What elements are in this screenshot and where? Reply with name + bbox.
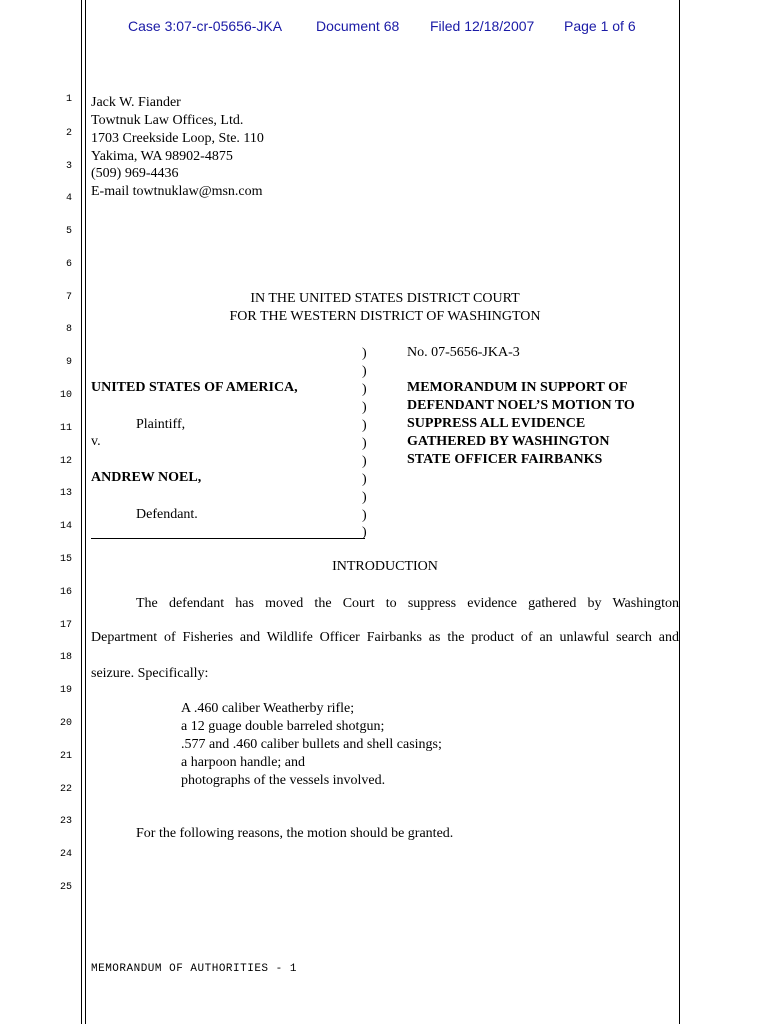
line-number: 12 xyxy=(59,456,72,467)
line-number: 4 xyxy=(65,193,72,204)
line-number: 16 xyxy=(59,587,72,598)
line-number: 22 xyxy=(59,784,72,795)
paragraph-line: The defendant has moved the Court to suppress evidence gathered by Washington xyxy=(136,596,679,611)
section-heading: INTRODUCTION xyxy=(332,559,438,574)
line-number: 15 xyxy=(59,554,72,565)
document-title-line: MEMORANDUM IN SUPPORT OF xyxy=(407,380,628,395)
evidence-item: A .460 caliber Weatherby rifle; xyxy=(181,701,355,716)
caption-paren: ) xyxy=(362,436,367,451)
document-title-line: DEFENDANT NOEL’S MOTION TO xyxy=(407,398,635,413)
court-name-line2: FOR THE WESTERN DISTRICT OF WASHINGTON xyxy=(229,309,541,324)
page-count-stamp: Page 1 of 6 xyxy=(564,18,636,34)
document-title-line: GATHERED BY WASHINGTON xyxy=(407,434,610,449)
line-number: 20 xyxy=(59,718,72,729)
line-number: 3 xyxy=(65,161,72,172)
line-number: 8 xyxy=(65,324,72,335)
defendant-name: ANDREW NOEL, xyxy=(91,470,202,485)
caption-paren: ) xyxy=(362,508,367,523)
right-margin-rule xyxy=(679,0,680,1024)
line-number: 9 xyxy=(65,357,72,368)
line-number: 23 xyxy=(59,816,72,827)
page-footer: MEMORANDUM OF AUTHORITIES - 1 xyxy=(91,963,297,975)
plaintiff-role: Plaintiff, xyxy=(136,417,186,432)
paragraph-line: Department of Fisheries and Wildlife Officer Fairbanks as the product of an unlawful search and xyxy=(91,630,679,645)
evidence-item: a 12 guage double barreled shotgun; xyxy=(181,719,385,734)
paragraph-line: seizure. Specifically: xyxy=(91,666,209,681)
line-number: 6 xyxy=(65,259,72,270)
line-number: 13 xyxy=(59,488,72,499)
filed-date-stamp: Filed 12/18/2007 xyxy=(430,18,535,34)
caption-paren: ) xyxy=(362,454,367,469)
court-name-line1: IN THE UNITED STATES DISTRICT COURT xyxy=(250,291,520,306)
evidence-item: a harpoon handle; and xyxy=(181,755,306,770)
line-number: 11 xyxy=(59,423,72,434)
document-number-stamp: Document 68 xyxy=(316,18,400,34)
caption-paren: ) xyxy=(362,525,367,540)
caption-paren: ) xyxy=(362,382,367,397)
line-number: 24 xyxy=(59,849,72,860)
line-number: 21 xyxy=(59,751,72,762)
caption-paren: ) xyxy=(362,346,367,361)
line-number: 10 xyxy=(59,390,72,401)
evidence-item: .577 and .460 caliber bullets and shell casings; xyxy=(181,737,442,752)
line-number: 25 xyxy=(59,882,72,893)
line-number: 2 xyxy=(65,128,72,139)
attorney-city: Yakima, WA 98902-4875 xyxy=(91,149,233,164)
defendant-role: Defendant. xyxy=(136,507,198,522)
line-number: 19 xyxy=(59,685,72,696)
line-number: 1 xyxy=(65,94,72,105)
attorney-email: E-mail towtnuklaw@msn.com xyxy=(91,184,263,199)
attorney-firm: Towtnuk Law Offices, Ltd. xyxy=(91,113,244,128)
attorney-address: 1703 Creekside Loop, Ste. 110 xyxy=(91,131,264,146)
line-number: 17 xyxy=(59,620,72,631)
caption-paren: ) xyxy=(362,472,367,487)
attorney-name: Jack W. Fiander xyxy=(91,95,181,110)
case-number: No. 07-5656-JKA-3 xyxy=(407,345,520,360)
caption-paren: ) xyxy=(362,418,367,433)
plaintiff-name: UNITED STATES OF AMERICA, xyxy=(91,380,298,395)
line-number: 18 xyxy=(59,652,72,663)
line-number: 5 xyxy=(65,226,72,237)
evidence-item: photographs of the vessels involved. xyxy=(181,773,386,788)
left-margin-rule-inner xyxy=(85,0,86,1024)
attorney-phone: (509) 969-4436 xyxy=(91,166,179,181)
caption-paren: ) xyxy=(362,490,367,505)
line-number: 7 xyxy=(65,292,72,303)
caption-underline xyxy=(91,538,365,539)
document-title-line: SUPPRESS ALL EVIDENCE xyxy=(407,416,586,431)
document-title-line: STATE OFFICER FAIRBANKS xyxy=(407,452,603,467)
versus-label: v. xyxy=(91,434,101,449)
caption-paren: ) xyxy=(362,400,367,415)
line-number: 14 xyxy=(59,521,72,532)
case-number-stamp: Case 3:07-cr-05656-JKA xyxy=(128,18,283,34)
caption-paren: ) xyxy=(362,364,367,379)
left-margin-rule xyxy=(81,0,82,1024)
conclusion-line: For the following reasons, the motion should be granted. xyxy=(136,826,454,841)
